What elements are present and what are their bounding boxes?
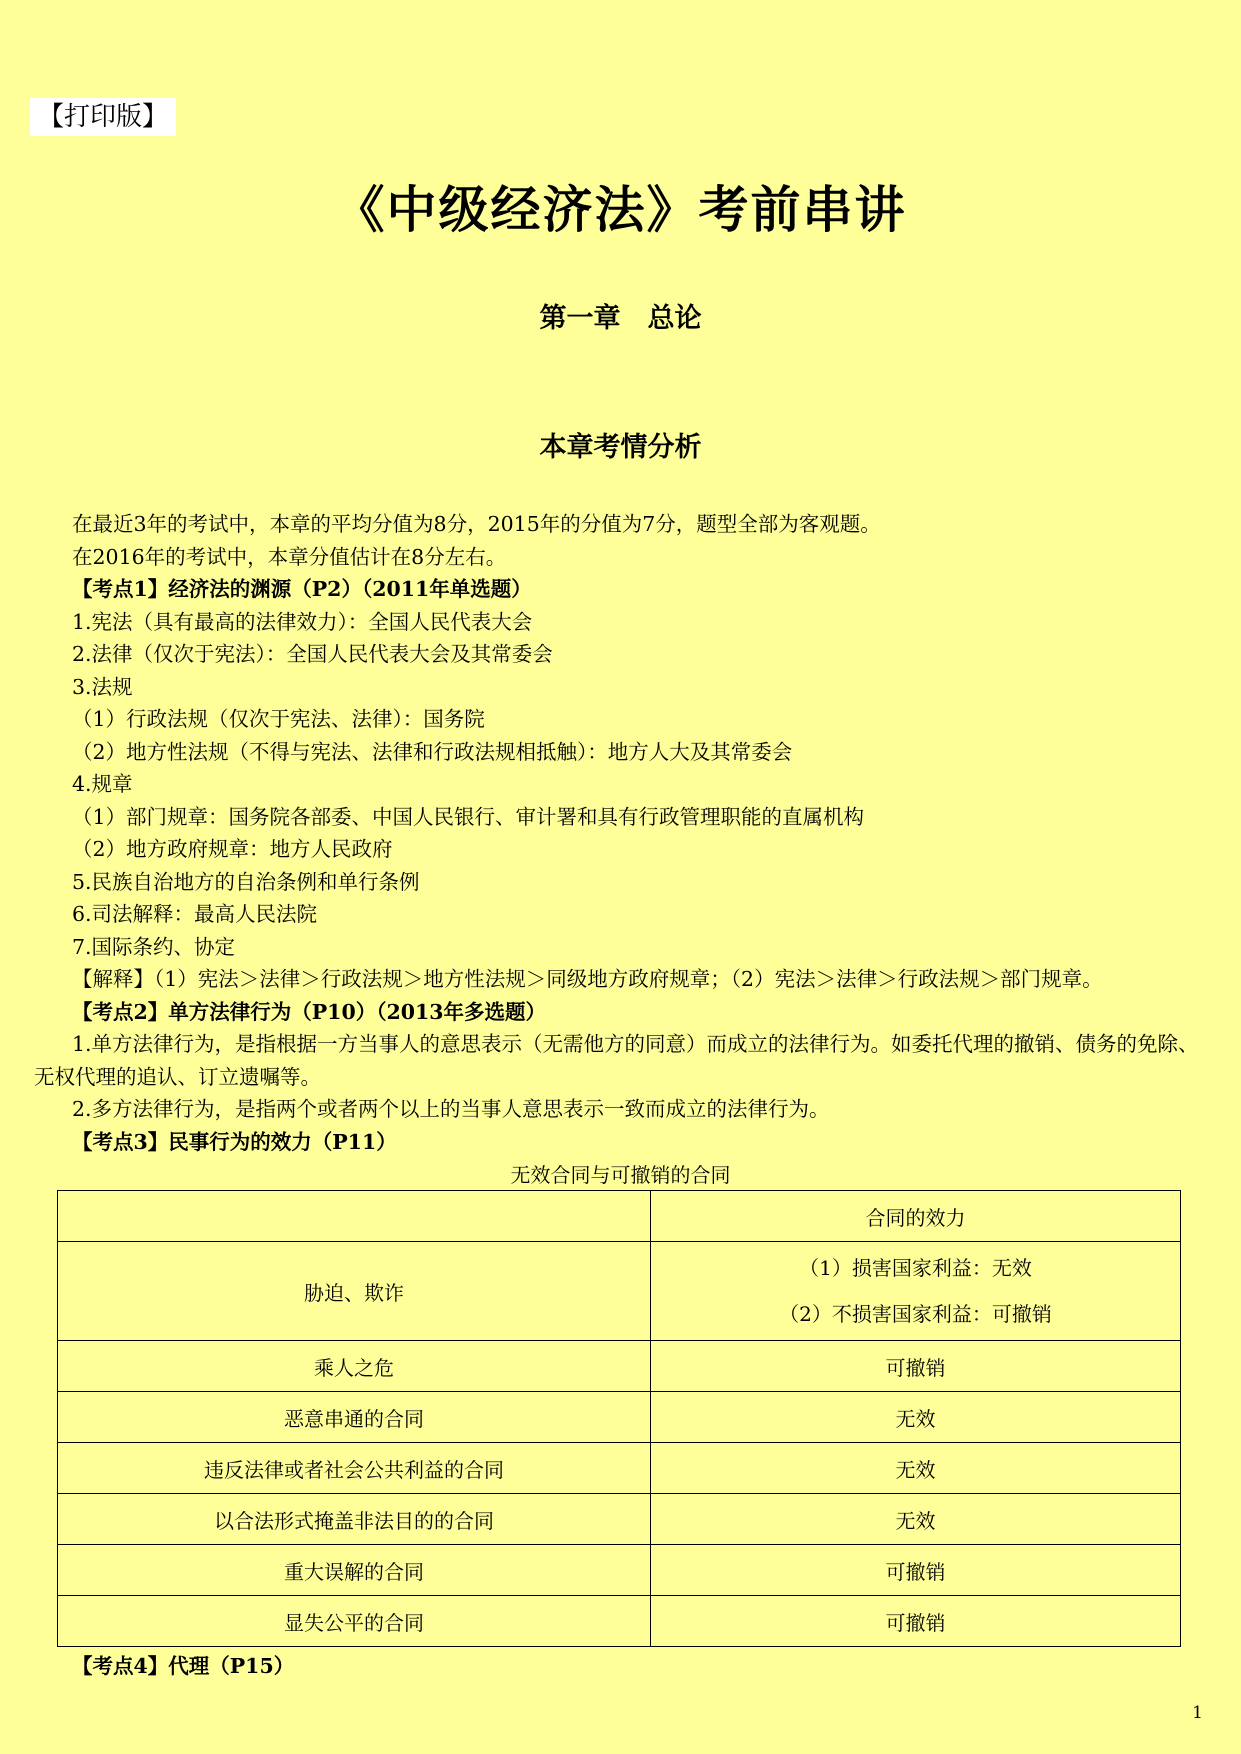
- point1-heading: [34, 573, 1210, 606]
- contract-type-cell: 重大误解的合同: [58, 1545, 651, 1596]
- contract-type-cell: 恶意串通的合同: [58, 1392, 651, 1443]
- list-item: 1.宪法（具有最高的法律效力）：全国人民代表大会: [72, 609, 533, 634]
- contract-effect-cell: [651, 1242, 1181, 1341]
- contract-type-cell: 以合法形式掩盖非法目的的合同: [58, 1494, 651, 1545]
- table-row: [58, 1494, 1181, 1545]
- list-item: （2）地方政府规章：地方人民政府: [72, 837, 393, 861]
- point2-paragraph: 1.单方法律行为，是指根据一方当事人的意思表示（无需他方的同意）而成立的法律行为。如委托代理的撤销、债务的免除、无权代理的追认、订立遗嘱等。: [34, 1032, 1199, 1089]
- table-header-row: [58, 1191, 1181, 1242]
- point4-title: 代理（P15）: [168, 1654, 295, 1678]
- contract-effect-cell: 可撤销: [651, 1596, 1181, 1647]
- page-number: 1: [1192, 1703, 1203, 1723]
- point4-label: 【考点4】: [72, 1654, 169, 1678]
- list-item: 3.法规: [72, 674, 133, 699]
- list-item: （1）行政法规（仅次于宪法、法律）：国务院: [72, 707, 485, 731]
- explain-label: 【解释】: [72, 967, 154, 991]
- contract-type-cell: 乘人之危: [58, 1341, 651, 1392]
- table-row: [58, 1392, 1181, 1443]
- point2-paragraph: 2.多方法律行为，是指两个或者两个以上的当事人意思表示一致而成立的法律行为。: [72, 1097, 830, 1121]
- list-item: 2.法律（仅次于宪法）：全国人民代表大会及其常委会: [72, 642, 553, 666]
- chapter-heading: 第一章 总论: [539, 303, 702, 334]
- point3-label: 【考点3】: [72, 1129, 169, 1154]
- list-item: （2）地方性法规（不得与宪法、法律和行政法规相抵触）：地方人大及其常委会: [72, 739, 793, 764]
- contract-validity-table: [57, 1190, 1181, 1647]
- contract-effect-cell: 可撤销: [651, 1545, 1181, 1596]
- contract-type-cell: 违反法律或者社会公共利益的合同: [58, 1443, 651, 1494]
- document-title: 《中级经济法》考前串讲: [334, 180, 907, 239]
- point2-title: 单方法律行为（P10）（2013年多选题）: [168, 999, 547, 1024]
- table-row: [58, 1596, 1181, 1647]
- point1-title: 经济法的渊源（P2）（2011年单选题）: [168, 577, 532, 601]
- contract-effect-cell: 无效: [651, 1392, 1181, 1443]
- point4-heading: [34, 1650, 294, 1682]
- table-header-cell: 合同的效力: [651, 1191, 1181, 1242]
- document-body: [34, 508, 1210, 1158]
- effect-line: （2）不损害国家利益：可撤销: [779, 1302, 1052, 1326]
- explain-text: （1）宪法＞法律＞行政法规＞地方性法规＞同级地方政府规章；（2）宪法＞法律＞行政法规＞部门规章。: [154, 967, 1103, 991]
- point3-heading: [34, 1126, 1210, 1159]
- list-item: 6.司法解释：最高人民法院: [72, 902, 318, 926]
- effect-line: （1）损害国家利益：无效: [799, 1256, 1032, 1280]
- print-version-badge: 【打印版】: [30, 98, 176, 136]
- point3-title: 民事行为的效力（P11）: [168, 1129, 397, 1154]
- point1-label: 【考点1】: [72, 577, 169, 601]
- list-item: 5.民族自治地方的自治条例和单行条例: [72, 869, 420, 894]
- point2-label: 【考点2】: [72, 999, 169, 1024]
- table-header-cell: [58, 1191, 651, 1242]
- table-row: [58, 1242, 1181, 1341]
- table-row: [58, 1341, 1181, 1392]
- table-row: [58, 1545, 1181, 1596]
- list-item: 7.国际条约、协定: [72, 934, 236, 959]
- list-item: （1）部门规章：国务院各部委、中国人民银行、审计署和具有行政管理职能的直属机构: [72, 804, 865, 829]
- point2-heading: [34, 996, 1210, 1029]
- contract-effect-cell: 可撤销: [651, 1341, 1181, 1392]
- list-item: 4.规章: [72, 772, 133, 796]
- table-row: [58, 1443, 1181, 1494]
- contract-type-cell: 胁迫、欺诈: [58, 1242, 651, 1341]
- intro-line: 在2016年的考试中，本章分值估计在8分左右。: [72, 544, 507, 569]
- contract-type-cell: 显失公平的合同: [58, 1596, 651, 1647]
- point1-explanation: [34, 963, 1210, 996]
- section-title: 本章考情分析: [539, 432, 702, 463]
- table-caption: 无效合同与可撤销的合同: [510, 1163, 731, 1187]
- contract-effect-cell: 无效: [651, 1494, 1181, 1545]
- intro-line: 在最近3年的考试中，本章的平均分值为8分，2015年的分值为7分，题型全部为客观题。: [72, 512, 881, 536]
- contract-effect-cell: 无效: [651, 1443, 1181, 1494]
